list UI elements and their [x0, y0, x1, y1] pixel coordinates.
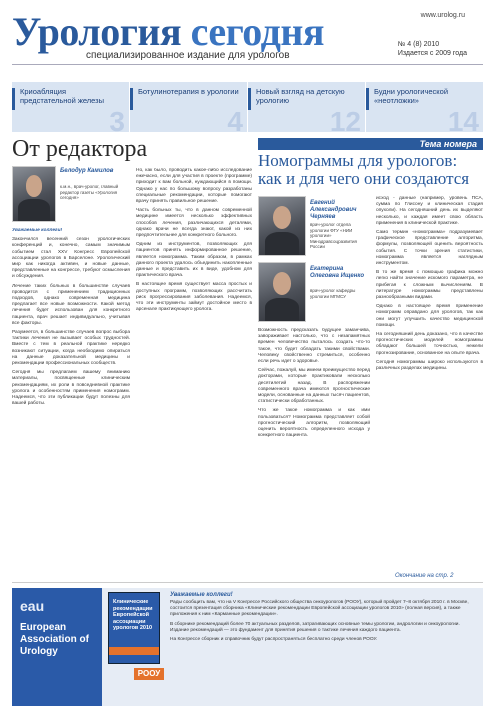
photo-body [18, 199, 50, 221]
issue-number: № 4 (8) 2010 [397, 41, 440, 48]
article-column-1 [258, 328, 370, 570]
editor-role: к.м.н., врач-уролог, главный редактор газеты «Урология сегодня» [60, 184, 119, 200]
article-paragraph: Само термин «номограмма» подразумевает графическое представление алгоритма, формулы, позволяющей оценить вероятность события. С точки зрения статистики, номограмма является наглядным инструментом. [376, 230, 483, 267]
article-heading[interactable]: Номограммы для урологов: как и для чего они создаются [258, 151, 470, 188]
editor-paragraph: Разумеется, в большинстве случаев вопрос выбора тактики лечения не вызывает особых трудностей. Вместе с тем в реальной практике нередко возникают ситуации, когда необходимо опираться на данные доказательной медицины и рекомендации профессиональных сообществ. [12, 330, 130, 367]
teaser-accent [366, 88, 369, 110]
promo-paragraph: В сборнике рекомендаций более 70 актуальных разделов, затрагивающих основные темы урологии, андрологии и онкоурологии. Издание рекомендаций — это фундамент для принятия решения о тактике лечения каждого пациента. [170, 621, 460, 633]
teaser-text: Будни урологической «неотложки» [374, 87, 449, 105]
teaser-text: Новый взгляд на детскую урологию [256, 87, 345, 105]
editor-paragraph: В настоящее время существует масса простых и доступных программ, позволяющих рассчитать риск прогрессирования заболевания. Надеемся, что эти инструменты займут достойное место в арсенале практикующего уролога. [136, 282, 252, 313]
article-paragraph: Сейчас, пожалуй, мы имеем преимущество перед докторами, которые практиковали несколько десятилетий назад. В распоряжении современного врача имеются прогностические модели, основанные на данных тысяч пациентов, статистически обработанных. [258, 368, 370, 405]
promo-box [12, 588, 483, 706]
editor-paragraph: Закончился весенний сезон урологических конференций и, конечно, самым значимым событием стал XXV Конгресс Европейской ассоциации урологов в Барселоне. Урологический мир как никогда активен, и новые данные, представленные на конгрессе, требуют осмысления и обсуждения. [12, 237, 130, 280]
author2-role: врач-уролог кафедры урологии МГМСУ [310, 288, 356, 299]
promo-paragraph: Рады сообщить вам, что на V Конгрессе Российского общества онкоурологов (РООУ), который пройдет 7–8 октября 2010 г. в Москве, состоится презентация сборника «Клинические рекомендации Европейской ассоциации урологов 2010» (полная версия), а также приложения к ним «Карманные рекомендации». [170, 600, 469, 618]
editor-name: Белодур Камилов [60, 168, 114, 174]
theme-tag: Тема номера [258, 138, 483, 150]
book-stripe [109, 647, 159, 655]
photo-body [265, 298, 300, 321]
editor-photo [12, 166, 56, 222]
article-paragraph: Сегодня номограммы широко используются в различных разделах медицины. [376, 359, 483, 372]
teaser-page-number: 3 [109, 106, 125, 132]
author1-role: врач-уролог отдела урологии ФГУ «НИИ урологии» Минздравсоцразвития России [310, 222, 357, 249]
photo-face [273, 206, 291, 229]
eau-logo-name: European Association of Urology [20, 622, 89, 657]
article-paragraph: В то же время с помощью графика можно легко найти значение искомого параметра, не прибегая к сложным вычислениям. В литературе номограммы представлены разнообразными видами. [376, 270, 483, 301]
newspaper-title [12, 10, 324, 54]
article-paragraph: исход - данные (например, уровень ПСА, сумма по Глисону и клиническая стадия опухоли). На сегодняшний день их выделяют несколько, и каждая имеет свою область применения в клинической практике. [376, 196, 483, 226]
teaser-strip [12, 82, 483, 132]
title-word-2: сегодня [190, 9, 325, 54]
editor-paragraph: Сегодня мы предлагаем вашему вниманию материалы, посвященные клиническим рекомендациям, их роли в повседневной практике уролога и особенностям применения номограмм. Надеемся, что эти публикации будут полезны для вашей работы. [12, 370, 130, 407]
teaser-page-number: 12 [329, 106, 361, 132]
issue-since: Издается с 2009 года [397, 50, 467, 57]
eau-logo [12, 588, 102, 706]
article-paragraph: Что же такое номограмма и как ими пользоваться? Номограмма представляет собой прогностический алгоритм, позволяющий оценить вероятность определенного исхода у конкретного пациента. [258, 408, 370, 439]
site-url[interactable]: www.urolog.ru [420, 12, 465, 19]
editor-paragraph: Одним из инструментов, позволяющих для пациентов принять информированное решение, является номограмма. Таким образом, в рамках данного проекта удалось объединить накопленные данные и представить их в виде, удобном для практического врача. [136, 242, 252, 279]
masthead [0, 0, 495, 80]
editor-heading: От редактора [12, 136, 148, 162]
editor-column-1 [12, 228, 130, 570]
teaser-item[interactable] [365, 82, 483, 132]
teaser-accent [12, 88, 15, 110]
guidelines-book-cover [108, 592, 160, 664]
promo-text [170, 592, 478, 646]
teaser-page-number: 4 [227, 106, 243, 132]
eau-logo-mark: eau [20, 598, 45, 614]
teaser-accent [130, 88, 133, 110]
continue-link[interactable]: Окончание на стр. 2 [395, 573, 454, 579]
teaser-item[interactable] [247, 82, 365, 132]
editor-paragraph: Лечение таких больных в большинстве случаев проводится с применением традиционных подходов, однако современная медицина предлагает все новые возможности. Какой метод лечения будет использован для конкретного пациента, врач решает индивидуально, учитывая все факторы. [12, 283, 130, 326]
author2-photo [258, 262, 306, 322]
newspaper-subtitle: специализированное издание для урологов [86, 50, 290, 61]
editor-paragraph: Часть больных ты, что в данном современной медицине имеется несколько эффективных способов лечения, различающихся деталями, однако врачи не всегда знают, какой из них предпочтительнее для конкретного больного. [136, 208, 252, 239]
article-column-2 [376, 196, 483, 570]
teaser-item[interactable] [129, 82, 247, 132]
editor-column-2 [136, 168, 252, 570]
section-divider [12, 582, 483, 583]
title-word-1: Урология [12, 9, 182, 54]
photo-face [26, 175, 43, 197]
header-divider [12, 64, 483, 65]
teaser-text: Криоабляция предстательной железы [20, 87, 105, 105]
article-paragraph: Возможность предсказать будущее заманчива, завораживает настолько, что с незапамятных времен человечество пыталось создать что-то такое, что будет обладать такими свойствами. Человеку свойственно стремиться, особенно если речь идет о здоровье. [258, 328, 370, 365]
teaser-text: Ботулинотерапия в урологии [138, 87, 239, 96]
author1-name: Евгений Александрович Черняев [310, 200, 357, 220]
photo-face [273, 272, 291, 295]
promo-greeting: Уважаемые коллеги! [170, 592, 233, 598]
editor-paragraph: Но, как было, проводить какое-либо исследование ежечасно, если для участия в проекте (программе) приходит к вам больной, нуждающийся в помощи. Однако у нас по большому вопросу разработаны специальные рекомендации, которые помогают врачу принять правильное решение. [136, 168, 252, 205]
article-paragraph: Однако в настоящее время применение номограмм оправдано для урологов, так как они могут улучшить качество медицинской помощи. [376, 304, 483, 328]
teaser-accent [248, 88, 251, 110]
article-paragraph: На сегодняшний день доказано, что в качестве прогностических моделей номограммы обладают большей точностью, нежели прогнозирование, основанное на опыте врача. [376, 332, 483, 356]
author2-name: Екатерина Олеговна Ищенко [310, 266, 365, 279]
issue-info [398, 40, 467, 58]
teaser-page-number: 14 [447, 106, 479, 132]
teaser-item[interactable] [12, 82, 129, 132]
roou-logo: РООУ [134, 668, 164, 680]
editor-greeting: Уважаемые коллеги! [12, 228, 63, 233]
author1-photo [258, 196, 306, 256]
book-title: Клинические рекомендации Европейской ассоциации урологов 2010 [113, 599, 153, 631]
promo-paragraph: На Конгрессе сборник и справочник будут распространяться бесплатно среди членов РООУ. [170, 637, 378, 643]
photo-body [265, 232, 300, 255]
